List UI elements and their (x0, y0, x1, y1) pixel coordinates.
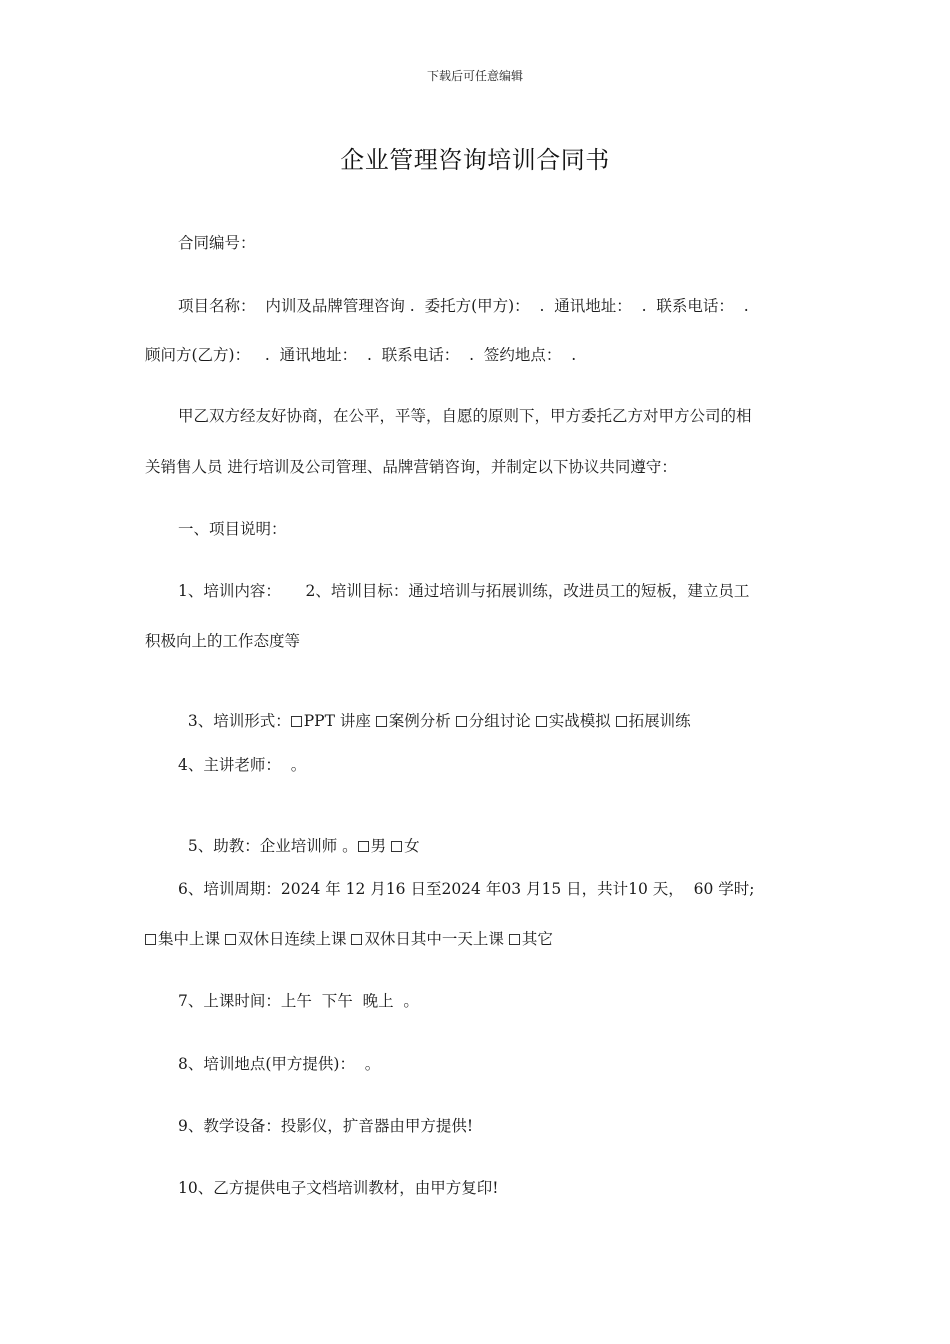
option-case-analysis[interactable]: 案例分析 (376, 712, 451, 730)
option-group-discussion[interactable]: 分组讨论 (456, 712, 531, 730)
item-6-line-1: 6、培训周期：2024 年 12 月16 日至2024 年03 月15 日，共计10 天， 60 学时; (178, 880, 755, 898)
contract-number: 合同编号： (178, 234, 256, 252)
item-5-label: 5、助教：企业培训师 。 (187, 837, 358, 855)
checkbox-icon[interactable] (376, 716, 387, 727)
checkbox-icon[interactable] (351, 934, 362, 945)
item-1-line-2: 积极向上的工作态度等 (145, 632, 301, 650)
option-other[interactable]: 其它 (509, 930, 553, 948)
checkbox-icon[interactable] (509, 934, 520, 945)
item-4-lecturer: 4、主讲老师： 。 (178, 756, 307, 774)
parties-line-2: 顾问方(乙方)： . 通讯地址： . 联系电话： . 签约地点： . (145, 346, 577, 364)
option-simulation[interactable]: 实战模拟 (536, 712, 611, 730)
checkbox-icon[interactable] (391, 841, 402, 852)
checkbox-icon[interactable] (456, 716, 467, 727)
item-5-assistant (178, 816, 420, 856)
parties-line-1: 项目名称： 内训及品牌管理咨询 . 委托方(甲方)： . 通讯地址： . 联系电话： . (178, 297, 749, 315)
item-3-training-format (178, 691, 691, 731)
checkbox-icon[interactable] (358, 841, 369, 852)
option-weekend-continuous[interactable]: 双休日连续上课 (225, 930, 347, 948)
option-outdoor-training[interactable]: 拓展训练 (616, 712, 691, 730)
checkbox-icon[interactable] (145, 934, 156, 945)
item-9-equipment: 9、教学设备：投影仪，扩音器由甲方提供! (178, 1117, 474, 1135)
item-10-materials: 10、乙方提供电子文档培训教材，由甲方复印! (178, 1179, 499, 1197)
item-3-label: 3、培训形式： (187, 712, 291, 730)
checkbox-icon[interactable] (536, 716, 547, 727)
intro-line-2: 关销售人员 进行培训及公司管理、品牌营销咨询，并制定以下协议共同遵守： (145, 458, 677, 476)
document-title: 企业管理咨询培训合同书 (340, 146, 610, 174)
option-weekend-one-day[interactable]: 双休日其中一天上课 (351, 930, 504, 948)
checkbox-icon[interactable] (225, 934, 236, 945)
option-ppt[interactable]: PPT 讲座 (291, 712, 371, 730)
header-note: 下载后可任意编辑 (426, 69, 523, 83)
option-female[interactable]: 女 (391, 837, 420, 855)
option-male[interactable]: 男 (358, 837, 387, 855)
checkbox-icon[interactable] (616, 716, 627, 727)
checkbox-icon[interactable] (291, 716, 302, 727)
intro-line-1: 甲乙双方经友好协商，在公平，平等，自愿的原则下，甲方委托乙方对甲方公司的相 (178, 407, 752, 425)
item-7-class-time: 7、上课时间：上午 下午 晚上 。 (178, 992, 419, 1010)
section-1-heading: 一、项目说明： (178, 520, 287, 538)
item-6-schedule-options (145, 927, 553, 949)
item-1-line-1: 1、培训内容： 2、培训目标：通过培训与拓展训练，改进员工的短板，建立员工 (178, 582, 750, 600)
item-8-location: 8、培训地点(甲方提供)： 。 (178, 1055, 381, 1073)
option-concentrated[interactable]: 集中上课 (145, 930, 220, 948)
